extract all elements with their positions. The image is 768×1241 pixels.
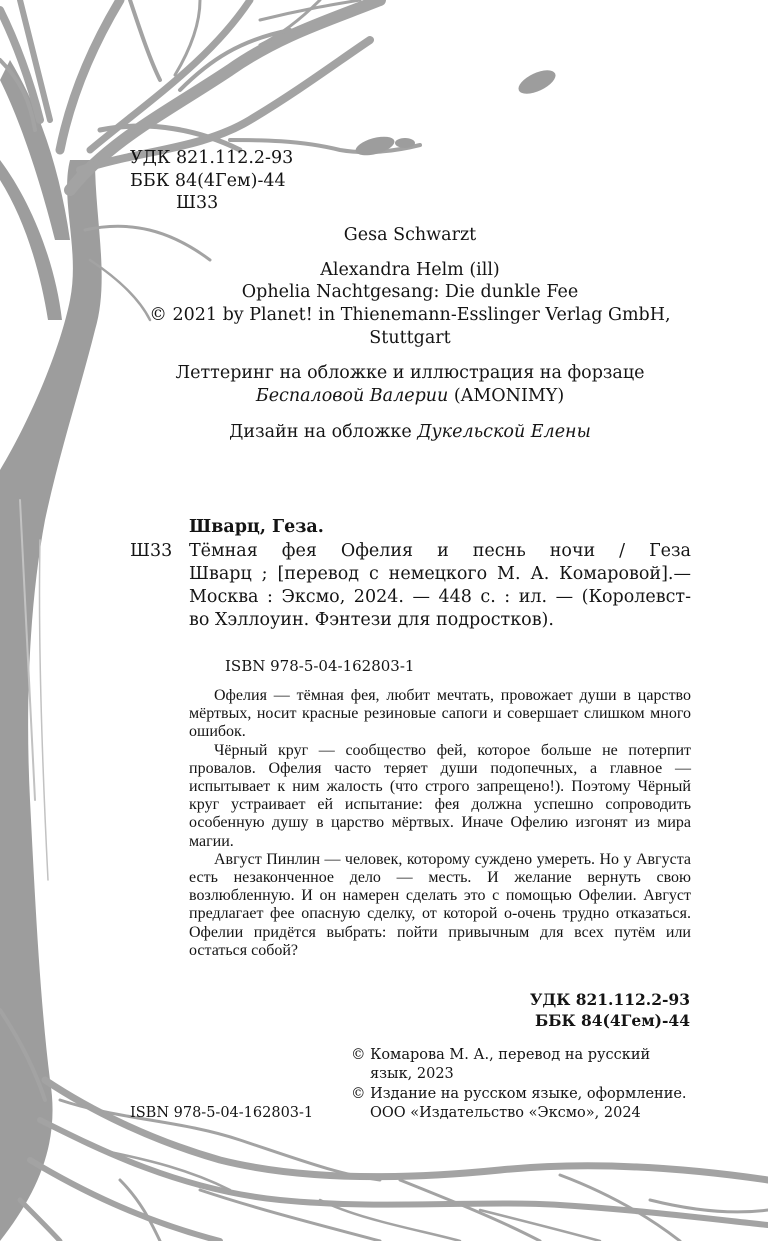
original-author: Gesa Schwarzt <box>343 225 477 245</box>
bib-line-1: Тёмная фея Офелия и песнь ночи / Геза <box>189 541 691 561</box>
annotation-paragraph-3: Август Пинлин — человек, которому суждено умереть. Но у Августа есть незаконченное дело — месть. И желание вернуть свою возлюбленную. И он намерен сделать это с помощью Офелии. Август предлагает фее опасную сделку, от которой о-очень трудно отказаться. Офелии придётся выбрать: пойти привычным для всех путём или остаться собой? <box>189 850 691 959</box>
lettering-name-line <box>130 385 690 407</box>
translation-copyright: © Комарова М. А., перевод на русский <box>351 1047 651 1063</box>
original-copyright: © 2021 by Planet! in Thienemann-Esslinger Verlag GmbH, <box>149 305 671 325</box>
lettering-credit: Леттеринг на обложке и иллюстрация на форзаце <box>175 363 645 383</box>
original-title: Ophelia Nachtgesang: Die dunkle Fee <box>241 282 579 302</box>
tree-trunk <box>0 160 102 1241</box>
translation-copyright-year: язык, 2023 <box>370 1066 454 1082</box>
footer-isbn: ISBN 978-5-04-162803-1 <box>130 1105 314 1121</box>
annotation-paragraph-1: Офелия — тёмная фея, любит мечтать, провожает души в царство мёртвых, носит красные резиновые сапоги и совершает слишком много ошибок. <box>189 687 691 741</box>
design-credit <box>130 421 690 443</box>
bib-mark: Ш33 <box>130 541 173 561</box>
edition-copyright: © Издание на русском языке, оформление. <box>351 1086 687 1102</box>
bib-heading: Шварц, Геза. <box>189 517 324 537</box>
bbk-code: ББК 84(4Гем)-44 <box>130 171 286 191</box>
annotation <box>189 687 691 960</box>
leaf-icon <box>515 65 559 98</box>
udk-code: УДК 821.112.2-93 <box>130 148 294 168</box>
original-copyright-city: Stuttgart <box>369 328 451 348</box>
bib-line-2: Шварц ; [перевод с немецкого М. А. Комаровой].— <box>189 564 691 584</box>
lettering-name: Беспаловой Валерии <box>255 386 449 406</box>
lettering-suffix: (AMONIMY) <box>453 386 565 406</box>
edition-copyright-publisher: ООО «Издательство «Эксмо», 2024 <box>370 1105 641 1121</box>
original-illustrator: Alexandra Helm (ill) <box>320 260 500 280</box>
author-mark: Ш33 <box>176 193 219 213</box>
annotation-paragraph-2: Чёрный круг — сообщество фей, которое больше не потерпит провалов. Офелия часто теряет души подопечных, а главное — испытывает к ним жалость (что строго запрещено!). Поэтому Чёрный круг устраивает ей испытание: фея должна успешно сопроводить особенную душу в царство мёртвых. Иначе Офелию изгонят из мира магии. <box>189 741 691 850</box>
annotation-udk: УДК 821.112.2-93 <box>529 990 690 1009</box>
design-name: Дукельской Елены <box>417 422 591 442</box>
bib-line-3: Москва : Эксмо, 2024. — 448 с. : ил. — (Королевст- <box>189 587 691 607</box>
bib-isbn: ISBN 978-5-04-162803-1 <box>225 657 415 675</box>
design-prefix: Дизайн на обложке <box>229 422 412 442</box>
bib-line-4: во Хэллоуин. Фэнтези для подростков). <box>189 610 554 630</box>
annotation-bbk: ББК 84(4Гем)-44 <box>534 1011 690 1030</box>
